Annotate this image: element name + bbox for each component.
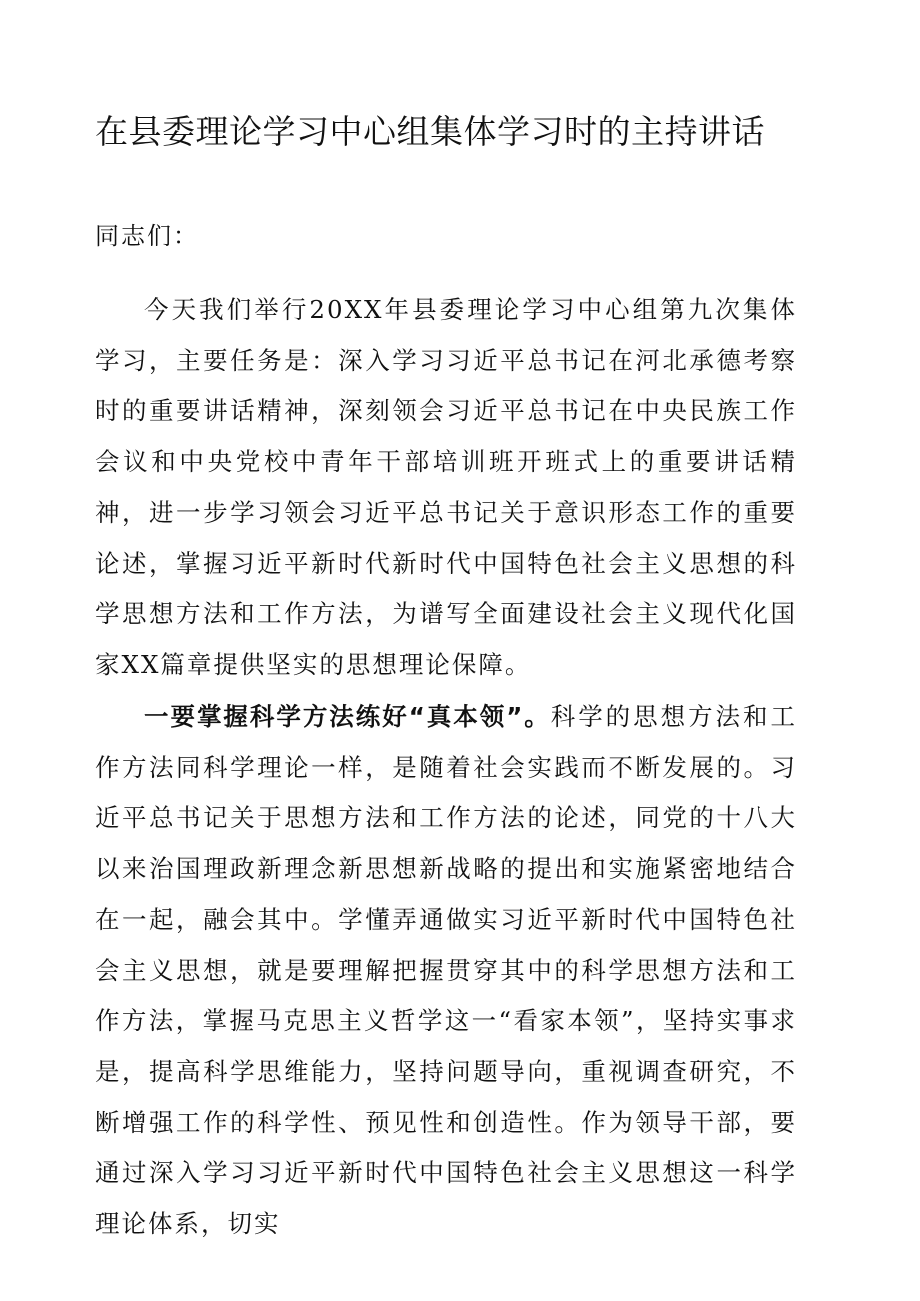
- paragraph-body: 科学的思想方法和工作方法同科学理论一样，是随着社会实践而不断发展的。习近平总书记关于思想方法和工作方法的论述，同党的十八大以来治国理政新理念新思想新战略的提出和实施紧密地结合在一起，融会其中。学懂弄通做实习近平新时代中国特色社会主义思想，就是要理解把握贯穿其中的科学思想方法和工作方法，掌握马克思主义哲学这一“看家本领”，坚持实事求是，提高科学思维能力，坚持问题导向，重视调查研究，不断增强工作的科学性、预见性和创造性。作为领导干部，要通过深入学习习近平新时代中国特色社会主义思想这一科学理论体系，切实: [95, 702, 797, 1239]
- salutation: 同志们：: [95, 222, 199, 250]
- paragraph-intro: 今天我们举行20XX年县委理论学习中心组第九次集体学习，主要任务是：深入学习习近平总书记在河北承德考察时的重要讲话精神，深刻领会习近平总书记在中央民族工作会议和中央党校中青年干部培训班开班式上的重要讲话精神，进一步学习领会习近平总书记关于意识形态工作的重要论述，掌握习近平新时代新时代中国特色社会主义思想的科学思想方法和工作方法，为谱写全面建设社会主义现代化国家XX篇章提供坚实的思想理论保障。: [95, 295, 797, 679]
- paragraph-point-one: [95, 692, 797, 1250]
- paragraph-lead-heading: 一要掌握科学方法练好“真本领”。: [144, 702, 551, 731]
- document-title: 在县委理论学习中心组集体学习时的主持讲话: [95, 112, 765, 151]
